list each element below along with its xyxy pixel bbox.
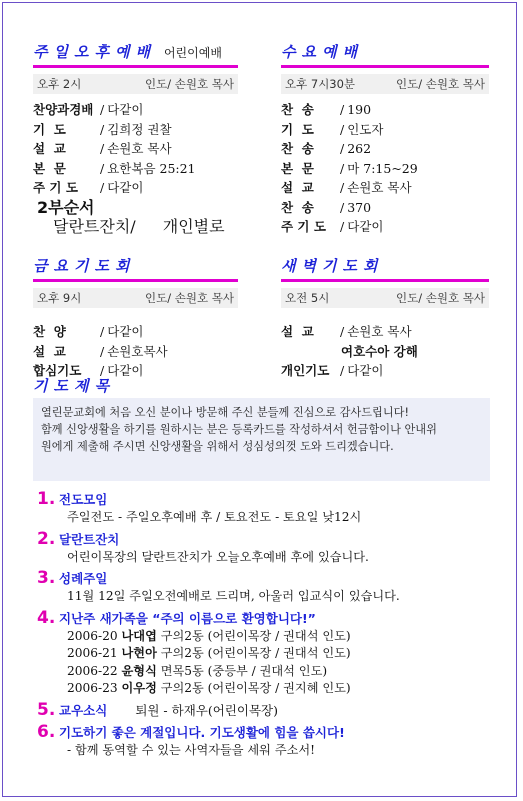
program-label: 주 기 도 bbox=[281, 219, 326, 234]
program-row bbox=[33, 139, 238, 159]
prayer-line: 함께 신앙생활을 하기를 원하시는 분은 등록카드를 작성하셔서 헌금함이나 안내위 bbox=[41, 423, 437, 436]
info-bar bbox=[281, 288, 489, 308]
program-row bbox=[281, 198, 489, 218]
program-value: 다같이 bbox=[347, 219, 384, 234]
section-rule bbox=[281, 65, 489, 68]
news-item bbox=[37, 721, 507, 760]
separator: / bbox=[100, 343, 105, 359]
program-row bbox=[281, 178, 489, 198]
program-label: 설 교 bbox=[33, 141, 66, 156]
info-bar bbox=[33, 74, 238, 94]
program-value: 마 7:15~29 bbox=[347, 160, 418, 176]
service-time: 오후 2시 bbox=[37, 77, 82, 91]
program-row bbox=[33, 159, 238, 179]
news-item bbox=[37, 491, 507, 527]
program-row bbox=[33, 120, 238, 140]
separator: / bbox=[340, 180, 345, 195]
member-name: 이우정 bbox=[121, 681, 157, 695]
part2-label-row bbox=[33, 198, 238, 218]
news-item bbox=[37, 699, 507, 720]
member-id: 2006-23 bbox=[67, 681, 122, 695]
wednesday-section bbox=[281, 41, 489, 237]
news-title-text: 달란트잔치 bbox=[59, 531, 120, 547]
section-title bbox=[33, 41, 238, 62]
program-row bbox=[281, 120, 489, 140]
program-row bbox=[33, 178, 238, 198]
news-list bbox=[37, 491, 507, 763]
friday-rows bbox=[33, 322, 238, 381]
news-title bbox=[59, 702, 507, 720]
member-info: 구의2동 (어린이목장 / 권대석 인도) bbox=[156, 646, 351, 660]
program-value: 다같이 bbox=[107, 363, 144, 378]
program-value: 다같이 bbox=[107, 102, 144, 117]
news-body: 어린이목장의 달란트잔치가 오늘오후예배 후에 있습니다. bbox=[67, 549, 369, 564]
news-title bbox=[59, 491, 507, 509]
news-item bbox=[37, 528, 507, 567]
news-number: 6. bbox=[37, 721, 56, 742]
program-value: 190 bbox=[347, 102, 372, 117]
news-number: 1. bbox=[37, 489, 56, 509]
sunday-pm-title: 주일오후예배 bbox=[33, 43, 156, 61]
prayer-title: 기도제목 bbox=[33, 377, 115, 395]
separator: / bbox=[100, 324, 105, 339]
news-item bbox=[37, 607, 507, 698]
separator: / bbox=[100, 121, 105, 137]
news-number: 5. bbox=[37, 699, 56, 720]
news-title bbox=[59, 610, 507, 628]
separator: / bbox=[100, 102, 105, 117]
dawn-rows bbox=[281, 322, 489, 342]
program-row bbox=[281, 217, 489, 237]
dawn-extra: 여호수아 강해 bbox=[341, 343, 418, 359]
program-row bbox=[33, 322, 238, 342]
program-value: 다같이 bbox=[107, 324, 144, 339]
service-time: 오후 7시30분 bbox=[285, 77, 356, 91]
news-number: 2. bbox=[37, 528, 56, 549]
program-row bbox=[281, 159, 489, 179]
news-title-text: 기도하기 좋은 계절입니다. 기도생활에 힘을 씁시다! bbox=[59, 724, 345, 740]
news-title-text: 전도모임 bbox=[59, 492, 108, 507]
sunday-pm-section bbox=[33, 41, 238, 237]
member-info: 구의2동 (어린이목장 / 권지혜 인도) bbox=[156, 681, 351, 695]
service-leader: 인도/ 손원호 목사 bbox=[396, 291, 485, 305]
program-label: 본 문 bbox=[33, 160, 66, 176]
separator: / bbox=[340, 219, 345, 234]
section-rule bbox=[281, 279, 489, 282]
separator: / bbox=[100, 141, 105, 156]
new-member-row bbox=[67, 645, 507, 663]
news-title bbox=[59, 570, 507, 588]
sunday-pm-rows bbox=[33, 100, 238, 198]
news-number: 4. bbox=[37, 607, 56, 628]
program-label: 합심기도 bbox=[33, 363, 82, 378]
dawn-section bbox=[281, 255, 489, 381]
news-title-text: 성례주일 bbox=[59, 571, 108, 586]
program-row bbox=[281, 322, 489, 342]
new-member-row bbox=[67, 680, 507, 698]
separator: / bbox=[340, 121, 345, 137]
new-member-row bbox=[67, 628, 507, 646]
program-value: 김희정 권찰 bbox=[107, 121, 172, 137]
member-id: 2006-20 bbox=[67, 628, 122, 643]
member-name: 나대엽 bbox=[121, 628, 157, 643]
program-label: 설 교 bbox=[281, 180, 314, 195]
section-rule bbox=[33, 279, 238, 282]
program-value: 인도자 bbox=[347, 121, 384, 137]
program-row bbox=[281, 139, 489, 159]
news-item bbox=[37, 570, 507, 606]
news-body: 11월 12일 주일오전예배로 드리며, 아울러 입교식이 있습니다. bbox=[67, 589, 400, 603]
program-label: 찬 송 bbox=[281, 199, 314, 215]
info-bar bbox=[281, 74, 489, 94]
part2-label: 2부순서 bbox=[37, 197, 95, 217]
program-label: 찬 송 bbox=[281, 141, 314, 156]
prayer-box bbox=[33, 398, 490, 481]
service-leader: 인도/ 손원호 목사 bbox=[145, 291, 234, 305]
program-value: 손원호 목사 bbox=[347, 324, 412, 339]
friday-section bbox=[33, 255, 238, 381]
separator: / bbox=[340, 160, 345, 176]
service-leader: 인도/ 손원호 목사 bbox=[396, 77, 485, 91]
program-label: 기 도 bbox=[281, 121, 314, 137]
program-label: 찬양과경배 bbox=[33, 102, 94, 117]
member-info: 구의2동 (어린이목장 / 권대석 인도) bbox=[156, 628, 351, 643]
program-label: 찬 송 bbox=[281, 102, 314, 117]
dawn-extra-row bbox=[281, 342, 489, 362]
news-title-text: 교우소식 bbox=[59, 702, 108, 718]
program-row bbox=[33, 342, 238, 362]
news-inline: 퇴원 - 하재우(어린이목장) bbox=[135, 702, 278, 718]
separator: / bbox=[100, 363, 105, 378]
program-label: 개인기도 bbox=[281, 363, 330, 378]
news-title bbox=[59, 724, 507, 742]
dawn-title: 새벽기도회 bbox=[281, 257, 384, 275]
program-value: 370 bbox=[347, 199, 372, 215]
program-label: 찬 양 bbox=[33, 324, 66, 339]
separator: / bbox=[100, 160, 105, 176]
program-value: 손원호 목사 bbox=[347, 180, 412, 195]
program-value: 요한복음 25:21 bbox=[107, 160, 196, 176]
wednesday-rows bbox=[281, 100, 489, 237]
news-title bbox=[59, 531, 507, 549]
sunday-pm-subtitle: 어린이예배 bbox=[163, 46, 222, 60]
separator: / bbox=[100, 180, 105, 195]
separator: / bbox=[340, 102, 345, 117]
program-value: 손원호목사 bbox=[107, 343, 168, 359]
program-label: 설 교 bbox=[281, 324, 314, 339]
program-value: 다같이 bbox=[107, 180, 144, 195]
member-name: 나현아 bbox=[121, 646, 157, 660]
member-id: 2006-21 bbox=[67, 646, 122, 660]
service-time: 오전 5시 bbox=[285, 291, 330, 305]
member-info: 면목5동 (중등부 / 권대석 인도) bbox=[156, 663, 328, 678]
separator: / bbox=[340, 199, 345, 215]
part2-items-row bbox=[33, 217, 238, 237]
service-leader: 인도/ 손원호 목사 bbox=[145, 77, 234, 91]
new-member-row bbox=[67, 663, 507, 681]
prayer-line: 열린문교회에 처음 오신 분이나 방문해 주신 분들께 진심으로 감사드립니다! bbox=[41, 406, 409, 419]
program-value: 262 bbox=[347, 141, 372, 156]
program-label: 설 교 bbox=[33, 343, 66, 359]
news-body: 주일전도 - 주일오후예배 후 / 토요전도 - 토요일 낮12시 bbox=[67, 510, 362, 524]
program-row bbox=[33, 100, 238, 120]
program-label: 주 기 도 bbox=[33, 180, 78, 195]
program-value: 다같이 bbox=[347, 363, 384, 378]
member-name: 윤형식 bbox=[121, 663, 157, 678]
prayer-line: 원에게 제출해 주시면 신앙생활을 위해서 성심성의껏 도와 드리겠습니다. bbox=[41, 440, 394, 453]
wednesday-title: 수요예배 bbox=[281, 43, 363, 61]
separator: / bbox=[340, 363, 345, 378]
separator: / bbox=[340, 141, 345, 156]
news-title-text: 지난주 새가족을 “주의 이름으로 환영합니다!” bbox=[59, 610, 316, 626]
news-body: - 함께 동역할 수 있는 사역자들을 세워 주소서! bbox=[67, 742, 316, 757]
section-rule bbox=[33, 65, 238, 68]
part2-item: 개인별로 bbox=[162, 217, 225, 236]
friday-title: 금요기도회 bbox=[33, 257, 136, 275]
service-time: 오후 9시 bbox=[37, 291, 82, 305]
program-value: 손원호 목사 bbox=[107, 141, 172, 156]
program-row bbox=[281, 100, 489, 120]
program-label: 기 도 bbox=[33, 121, 66, 137]
program-label: 본 문 bbox=[281, 160, 314, 176]
part2-item: 달란트잔치/ bbox=[53, 217, 136, 236]
separator: / bbox=[340, 324, 345, 339]
info-bar bbox=[33, 288, 238, 308]
bulletin-page bbox=[2, 2, 517, 797]
member-id: 2006-22 bbox=[67, 663, 122, 678]
news-number: 3. bbox=[37, 568, 56, 588]
